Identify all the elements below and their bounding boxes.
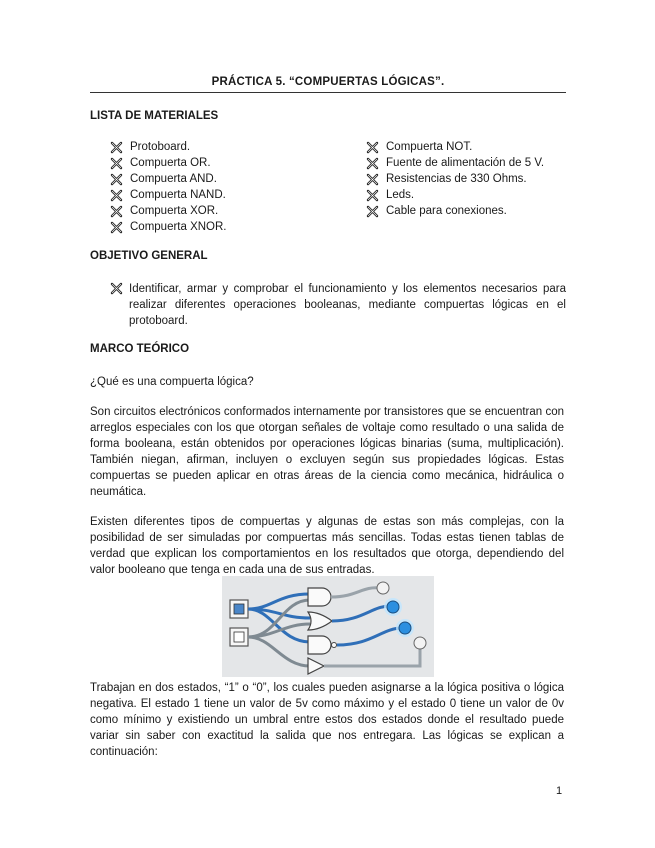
logic-gates-illustration bbox=[222, 576, 434, 677]
material-text: Compuerta AND. bbox=[130, 173, 217, 185]
list-item bbox=[110, 139, 227, 155]
cross-bullet-icon bbox=[366, 205, 379, 218]
cross-bullet-icon bbox=[366, 157, 379, 170]
material-text: Resistencias de 330 Ohms. bbox=[386, 173, 527, 185]
cross-bullet-icon bbox=[110, 173, 123, 186]
bulb-on-icon bbox=[399, 622, 411, 634]
theory-question: ¿Qué es una compuerta lógica? bbox=[90, 376, 254, 388]
materials-heading: LISTA DE MATERIALES bbox=[90, 110, 219, 122]
materials-list-left bbox=[110, 139, 227, 235]
cross-bullet-icon bbox=[110, 141, 123, 154]
page-number: 1 bbox=[556, 785, 563, 797]
list-item bbox=[110, 171, 227, 187]
list-item bbox=[110, 219, 227, 235]
switch-indicator-off bbox=[234, 632, 244, 642]
material-text: Compuerta NAND. bbox=[130, 189, 226, 201]
cross-bullet-icon bbox=[110, 205, 123, 218]
bulb-off-icon bbox=[414, 637, 426, 649]
theory-paragraph-3: Trabajan en dos estados, “1” o “0”, los cuales pueden asignarse a la lógica positiva o lógica negativa. El estado 1 tiene un valor de 5v como máximo y el estado 0 tiene un valor de 0v como mínimo y existiendo un umbral entre estos dos estados donde el resultado puede variar sin saber con exactitud la salida que nos entregara. Las lógicas se explican a continuación: bbox=[90, 682, 564, 758]
material-text: Compuerta XOR. bbox=[130, 205, 219, 217]
material-text: Compuerta XNOR. bbox=[130, 221, 227, 233]
objective-heading: OBJETIVO GENERAL bbox=[90, 250, 208, 262]
page-title: PRÁCTICA 5. “COMPUERTAS LÓGICAS”. bbox=[211, 76, 445, 88]
list-item bbox=[366, 171, 544, 187]
and-gate bbox=[308, 588, 331, 606]
material-text: Fuente de alimentación de 5 V. bbox=[386, 157, 545, 169]
theory-paragraph-1: Son circuitos electrónicos conformados internamente por transistores que se encuentran con arreglos especiales con los que otorgan señales de voltaje como resultado o una salida de forma booleana, están obtenidos por operaciones lógicas binarias (suma, multiplicación). También niegan, afirman, incluyen o excluyen según sus propiedades lógicas. Estas compuertas se pueden aplicar en otras áreas de la ciencia como mecánica, hidráulica o neumática. bbox=[90, 406, 564, 498]
material-text: Compuerta OR. bbox=[130, 157, 211, 169]
material-text: Protoboard. bbox=[130, 141, 191, 153]
materials-list-right bbox=[366, 139, 544, 219]
cross-bullet-icon bbox=[366, 141, 379, 154]
cross-bullet-icon bbox=[110, 221, 123, 234]
title-underline bbox=[90, 92, 566, 93]
bulb-on-icon bbox=[387, 601, 399, 613]
theory-heading: MARCO TEÓRICO bbox=[90, 343, 190, 355]
list-item bbox=[366, 155, 544, 171]
nand-gate bbox=[308, 636, 331, 654]
bulb-off-icon bbox=[377, 582, 389, 594]
list-item bbox=[110, 187, 227, 203]
cross-bullet-icon bbox=[110, 282, 123, 295]
objective-text: Identificar, armar y comprobar el funcionamiento y los elementos necesarios para realizar diferentes operaciones booleanas, mediante compuertas lógicas en el protoboard. bbox=[129, 283, 566, 327]
cross-bullet-icon bbox=[110, 157, 123, 170]
cross-bullet-icon bbox=[366, 189, 379, 202]
material-text: Compuerta NOT. bbox=[386, 141, 473, 153]
theory-paragraph-2: Existen diferentes tipos de compuertas y algunas de estas son más complejas, con la posibilidad de ser simuladas por compuertas más sencillas. Todas estas tienen tablas de verdad que explican los comportamientos en los resultados que otorga, dependiendo del valor booleano que tenga en cada una de sus entradas. bbox=[90, 516, 564, 576]
cross-bullet-icon bbox=[366, 173, 379, 186]
list-item bbox=[110, 155, 227, 171]
switch-indicator-on bbox=[234, 604, 244, 614]
cross-bullet-icon bbox=[110, 189, 123, 202]
list-item bbox=[366, 187, 544, 203]
list-item bbox=[366, 139, 544, 155]
list-item bbox=[366, 203, 544, 219]
objective-item bbox=[110, 281, 566, 329]
material-text: Leds. bbox=[386, 189, 415, 201]
list-item bbox=[110, 203, 227, 219]
material-text: Cable para conexiones. bbox=[386, 205, 507, 217]
nand-bubble bbox=[332, 643, 337, 648]
